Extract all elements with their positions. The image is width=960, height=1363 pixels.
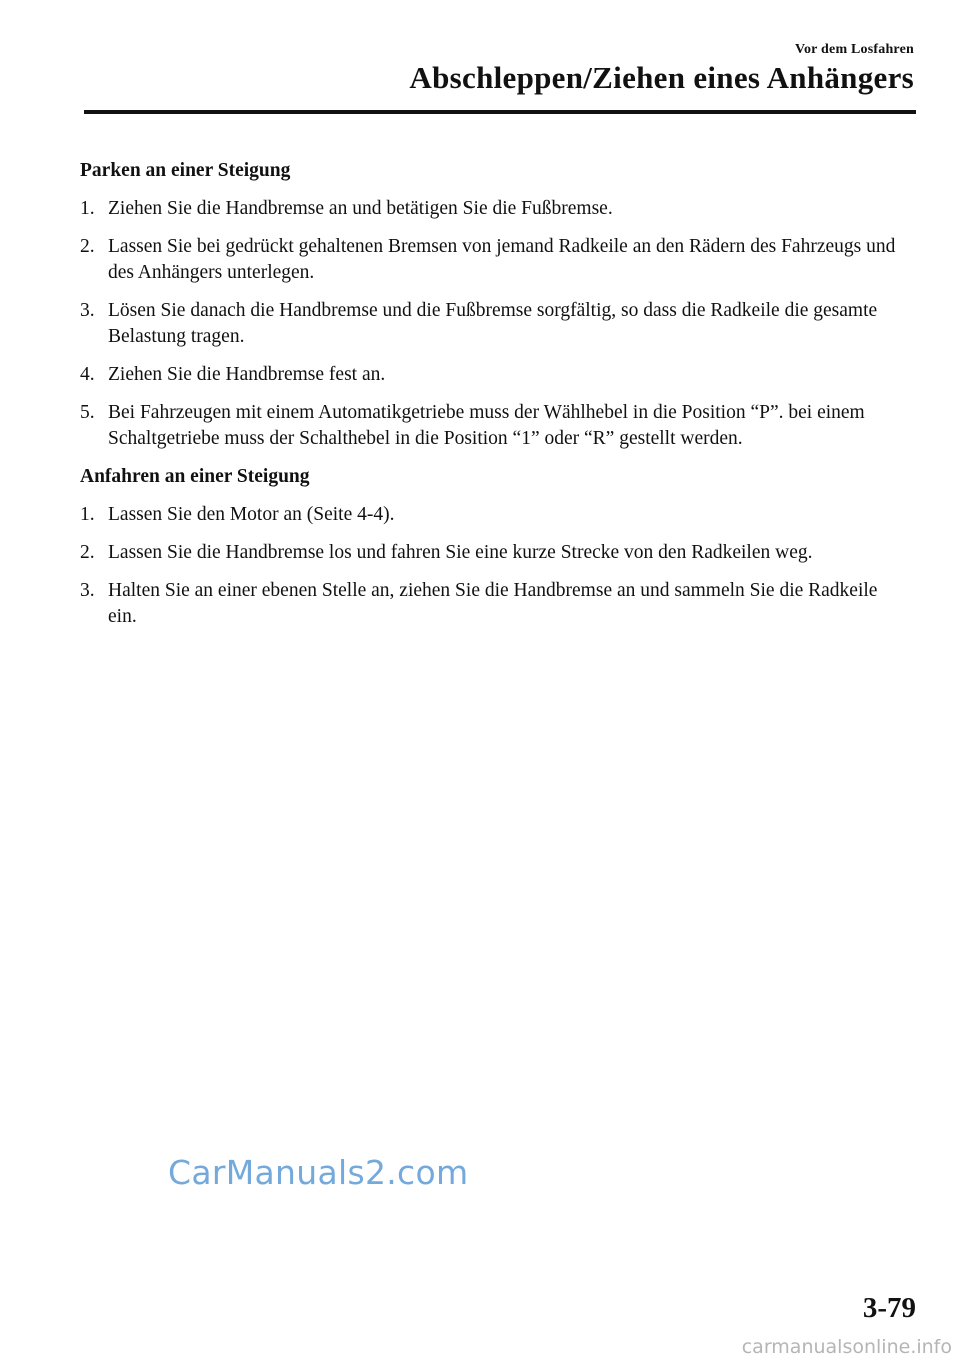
step-text: Lassen Sie den Motor an (Seite 4-4).	[108, 504, 395, 525]
list-item	[80, 234, 910, 286]
section-label: Vor dem Losfahren	[794, 42, 914, 57]
footer-watermark: carmanualsonline.info	[741, 1336, 952, 1358]
step-text: Ziehen Sie die Handbremse an und betätigen Sie die Fußbremse.	[108, 198, 613, 219]
step-text: Ziehen Sie die Handbremse fest an.	[108, 364, 386, 385]
list-item	[80, 196, 910, 222]
header-divider	[84, 110, 916, 114]
section-heading: Parken an einer Steigung	[80, 160, 291, 181]
list-item	[80, 502, 910, 528]
step-number: 3.	[80, 300, 95, 321]
page-number: 3-79	[862, 1292, 916, 1324]
list-item	[80, 362, 910, 388]
step-number: 2.	[80, 542, 95, 563]
step-text: Halten Sie an einer ebenen Stelle an, ziehen Sie die Handbremse an und sammeln Sie die Radkeile ein.	[108, 580, 878, 627]
section-heading: Anfahren an einer Steigung	[80, 466, 310, 487]
list-item	[80, 400, 910, 452]
step-text: Lassen Sie die Handbremse los und fahren Sie eine kurze Strecke von den Radkeilen weg.	[108, 542, 813, 563]
step-text: Lassen Sie bei gedrückt gehaltenen Bremsen von jemand Radkeile an den Rädern des Fahrzeugs und des Anhängers unterlegen.	[108, 236, 896, 283]
step-text: Lösen Sie danach die Handbremse und die Fußbremse sorgfältig, so dass die Radkeile die gesamte Belastung tragen.	[108, 300, 878, 347]
step-number: 1.	[80, 504, 95, 525]
list-item	[80, 540, 910, 566]
step-number: 3.	[80, 580, 95, 601]
list-item	[80, 578, 910, 630]
section-parking-on-slope	[80, 158, 910, 452]
step-list	[80, 502, 910, 630]
list-item	[80, 298, 910, 350]
section-starting-on-slope	[80, 464, 910, 630]
step-number: 4.	[80, 364, 95, 385]
step-number: 1.	[80, 198, 95, 219]
page-title: Abschleppen/Ziehen eines Anhängers	[409, 60, 914, 95]
step-number: 5.	[80, 402, 95, 423]
main-content	[80, 158, 910, 642]
step-number: 2.	[80, 236, 95, 257]
watermark-logo: CarManuals2.com	[168, 1153, 469, 1192]
running-header	[795, 42, 914, 58]
step-list	[80, 196, 910, 452]
step-text: Bei Fahrzeugen mit einem Automatikgetriebe muss der Wählhebel in die Position “P”. bei einem Schaltgetriebe muss der Schalthebel in die Position “1” oder “R” gestellt werden.	[108, 402, 865, 449]
